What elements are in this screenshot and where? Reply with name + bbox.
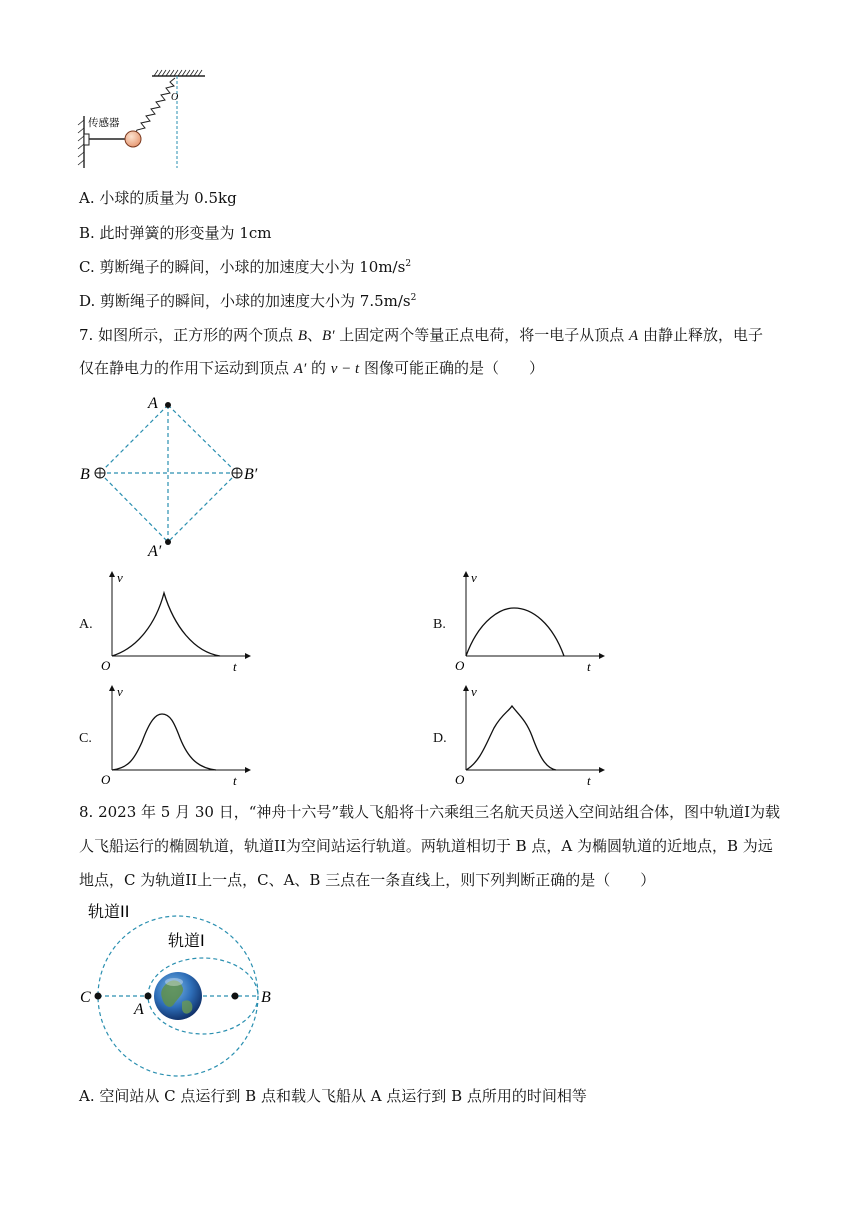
orbit-1-label: 轨道I [168,931,205,950]
charge-b [95,468,105,478]
q7-t4: B′ [322,328,335,344]
graph-d-o: O [455,772,465,787]
graph-d-curve [466,706,556,770]
q7-stem-line2 [79,358,544,379]
label-c: C [80,989,91,1006]
graph-c-t: t [233,773,237,788]
q7-t2: B [297,328,308,344]
graph-d[interactable] [452,682,612,790]
q6-option-c [79,257,411,277]
square-charges-figure [75,390,275,565]
graph-a-curve [112,593,220,656]
label-b-prime: B′ [244,466,258,483]
q7-t1: 7. 如图所示，正方形的两个顶点 [79,326,298,344]
point-a-dot [165,402,171,408]
graph-a-t: t [233,659,237,674]
graph-c-o: O [101,772,111,787]
graph-d-label[interactable]: D. [433,731,447,746]
graph-b-o: O [455,658,465,673]
graph-c-label[interactable]: C. [79,731,92,746]
ball [125,131,141,147]
sensor-label: 传感器 [88,117,120,129]
graph-c-curve [112,714,216,770]
graph-c-v: v [117,684,123,699]
point-a-dot [145,993,152,1000]
graph-a-label[interactable]: A. [79,617,93,632]
q7-t11: v − t [330,361,360,377]
point-b-dot [232,993,239,1000]
q7-t5: 上固定两个等量正点电荷，将一电子从顶点 [334,326,630,344]
q6-option-d-text: D. 剪断绳子的瞬间，小球的加速度大小为 7.5m/s [79,292,411,310]
graph-d-v: v [471,684,477,699]
graph-a-o: O [101,658,111,673]
graph-d-t: t [587,773,591,788]
graph-b-v: v [471,570,477,585]
graph-a[interactable] [98,568,258,676]
q6-option-a: A. 小球的质量为 0.5kg [79,189,237,207]
q7-stem-line1 [79,325,763,346]
label-b: B [261,989,271,1006]
q6-option-b: B. 此时弹簧的形变量为 1cm [79,224,272,242]
point-o-label: O [171,92,179,103]
q8-stem-line1: 8. 2023 年 5 月 30 日，“神舟十六号”载人飞船将十六乘组三名航天员送入空间站组合体，图中轨道I为载 [79,803,780,821]
q6-option-d [79,291,416,311]
point-a-prime-dot [165,539,171,545]
q7-t6: A [629,328,639,344]
q6-option-c-sup: 2 [405,259,412,269]
graph-b-label[interactable]: B. [433,617,446,632]
orbit-2-label: 轨道II [88,902,130,921]
label-a: A [134,1001,144,1018]
graph-c[interactable] [98,682,258,790]
orbits-figure [70,898,290,1078]
spring-ball-figure [70,68,220,170]
graph-a-v: v [117,570,123,585]
q7-t7: 由静止释放，电子 [638,326,763,344]
graph-b[interactable] [452,568,612,676]
q6-option-c-text: C. 剪断绳子的瞬间，小球的加速度大小为 10m/s [79,258,406,276]
label-a: A [148,395,158,412]
q7-t10: 的 [306,359,331,377]
q7-t12: 图像可能正确的是（ ） [359,359,545,377]
q8-stem-line2: 人飞船运行的椭圆轨道，轨道II为空间站运行轨道。两轨道相切于 B 点，A 为椭圆轨道的近地点，B 为远 [79,837,773,855]
q6-option-d-sup: 2 [410,293,417,303]
point-c-dot [95,993,102,1000]
q7-t3: 、 [307,326,323,344]
graph-b-t: t [587,659,591,674]
q7-t9: A′ [293,361,307,377]
q8-stem-line3: 地点，C 为轨道II上一点，C、A、B 三点在一条直线上，则下列判断正确的是（ ） [79,871,656,889]
label-b: B [80,466,90,483]
q8-option-a: A. 空间站从 C 点运行到 B 点和载人飞船从 A 点运行到 B 点所用的时间相等 [79,1087,587,1105]
q7-t8: 仅在静电力的作用下运动到顶点 [79,359,294,377]
label-a-prime: A′ [148,543,162,560]
charge-b-prime [232,468,242,478]
graph-b-curve [466,608,564,656]
